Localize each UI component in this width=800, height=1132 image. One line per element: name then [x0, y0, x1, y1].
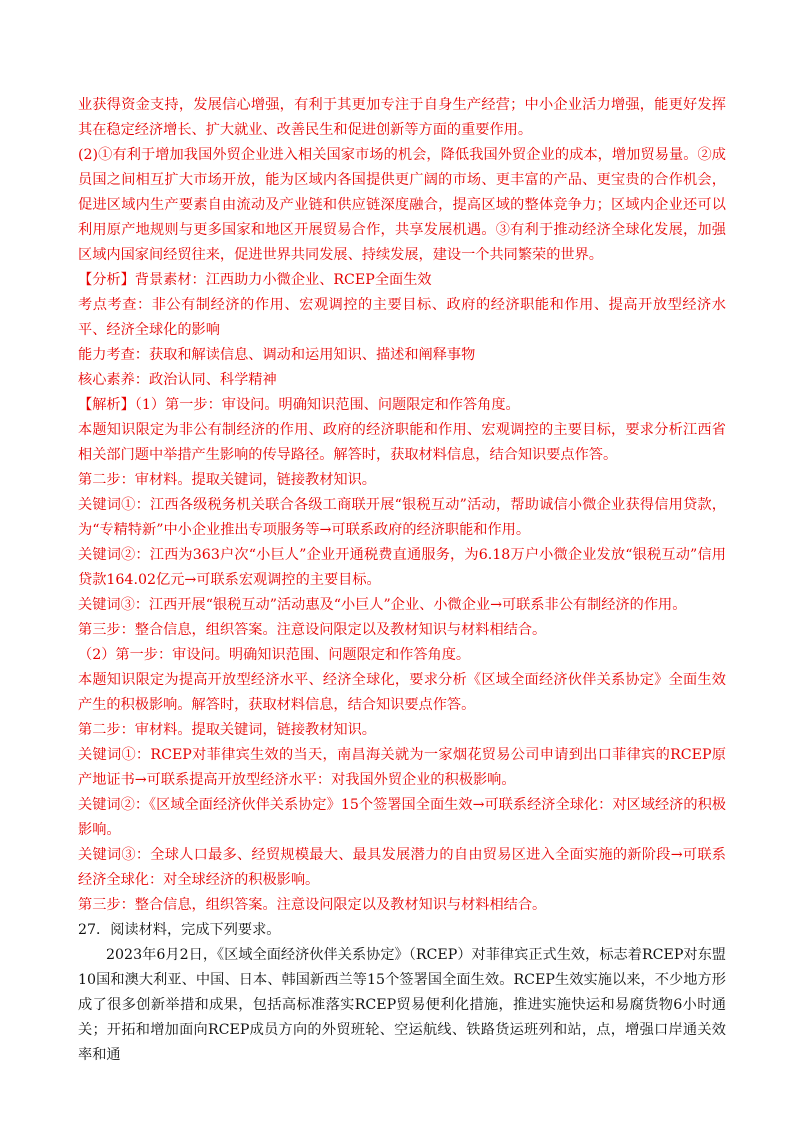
analysis-background: 【分析】背景素材：江西助力小微企业、RCEP全面生效 — [78, 272, 432, 288]
page-content — [78, 93, 726, 1068]
question-27-material: 2023年6月2日，《区域全面经济伙伴关系协定》（RCEP）对菲律宾正式生效，标志着RCEP对东盟10国和澳大利亚、中国、日本、韩国新西兰等15个签署国全面生效。RCEP生效实施以来，不少地方形成了很多创新举措和成果，包括高标准落实RCEP贸易便利化措施，推进实施快运和易腐货物6小时通关；开拓和增加面向RCEP成员方向的外贸班轮、空运航线、铁路货运班列和站，点，增强口岸通关效率和通 — [78, 947, 726, 1063]
question-27-heading: 27．阅读材料，完成下列要求。 — [78, 922, 281, 938]
answer-part1-continued: 业获得资金支持，发展信心增强，有利于其更加专注于自身生产经营；中小企业活力增强，能更好发挥其在稳定经济增长、扩大就业、改善民生和促进创新等方面的重要作用。 — [78, 97, 726, 138]
answer-part2: (2)①有利于增加我国外贸企业进入相关国家市场的机会，降低我国外贸企业的成本，增加贸易量。②成员国之间相互扩大市场开放，能为区域内各国提供更广阔的市场、更丰富的产品、更宝贵的合作机会，促进区域内生产要素自由流动及产业链和供应链深度融合，提高区域的整体竞争力；区域内企业还可以利用原产地规则与更多国家和地区开展贸易合作，共享发展机遇。③有利于推动经济全球化发展，加强区域内国家间经贸往来，促进世界共同发展、持续发展，建设一个共同繁荣的世界。 — [78, 147, 726, 263]
explanation-part2-step1: （2）第一步：审设问。明确知识范围、问题限定和作答角度。 — [78, 647, 471, 663]
explanation-part1-step1: 【解析】（1）第一步：审设问。明确知识范围、问题限定和作答角度。 — [78, 397, 520, 413]
explanation-part2-step2: 第二步：审材料。提取关键词，链接教材知识。 — [78, 722, 376, 738]
explanation-part1-step2: 第二步：审材料。提取关键词，链接教材知识。 — [78, 472, 376, 488]
explanation-part2-scope: 本题知识限定为提高开放型经济水平、经济全球化，要求分析《区域全面经济伙伴关系协定》全面生效产生的积极影响。解答时，获取材料信息，结合知识要点作答。 — [78, 672, 726, 713]
analysis-exam-points: 考点考查：非公有制经济的作用、宏观调控的主要目标、政府的经济职能和作用、提高开放型经济水平、经济全球化的影响 — [78, 297, 726, 338]
explanation-part2-keyword3: 关键词③：全球人口最多、经贸规模最大、最具发展潜力的自由贸易区进入全面实施的新阶段→可联系经济全球化：对全球经济的积极影响。 — [78, 847, 726, 888]
explanation-part2-keyword1: 关键词①：RCEP对菲律宾生效的当天，南昌海关就为一家烟花贸易公司申请到出口菲律宾的RCEP原产地证书→可联系提高开放型经济水平：对我国外贸企业的积极影响。 — [78, 747, 726, 788]
explanation-part1-keyword3: 关键词③：江西开展“银税互动”活动惠及“小巨人”企业、小微企业→可联系非公有制经济的作用。 — [78, 597, 687, 613]
explanation-part1-scope: 本题知识限定为非公有制经济的作用、政府的经济职能和作用、宏观调控的主要目标，要求分析江西省相关部门题中举措产生影响的传导路径。解答时，获取材料信息，结合知识要点作答。 — [78, 422, 726, 463]
explanation-part2-step3: 第三步：整合信息，组织答案。注意设问限定以及教材知识与材料相结合。 — [78, 897, 547, 913]
explanation-part1-step3: 第三步：整合信息，组织答案。注意设问限定以及教材知识与材料相结合。 — [78, 622, 547, 638]
explanation-part2-keyword2: 关键词②：《区域全面经济伙伴关系协定》15个签署国全面生效→可联系经济全球化：对区域经济的积极影响。 — [78, 797, 726, 838]
explanation-part1-keyword1: 关键词①：江西各级税务机关联合各级工商联开展“银税互动”活动，帮助诚信小微企业获得信用贷款，为“专精特新”中小企业推出专项服务等→可联系政府的经济职能和作用。 — [78, 497, 726, 538]
analysis-literacy: 核心素养：政治认同、科学精神 — [78, 372, 277, 388]
explanation-part1-keyword2: 关键词②：江西为363户次“小巨人”企业开通税费直通服务，为6.18万户小微企业发放“银税互动”信用贷款164.02亿元→可联系宏观调控的主要目标。 — [78, 547, 726, 588]
analysis-ability: 能力考查：获取和解读信息、调动和运用知识、描述和阐释事物 — [78, 347, 476, 363]
